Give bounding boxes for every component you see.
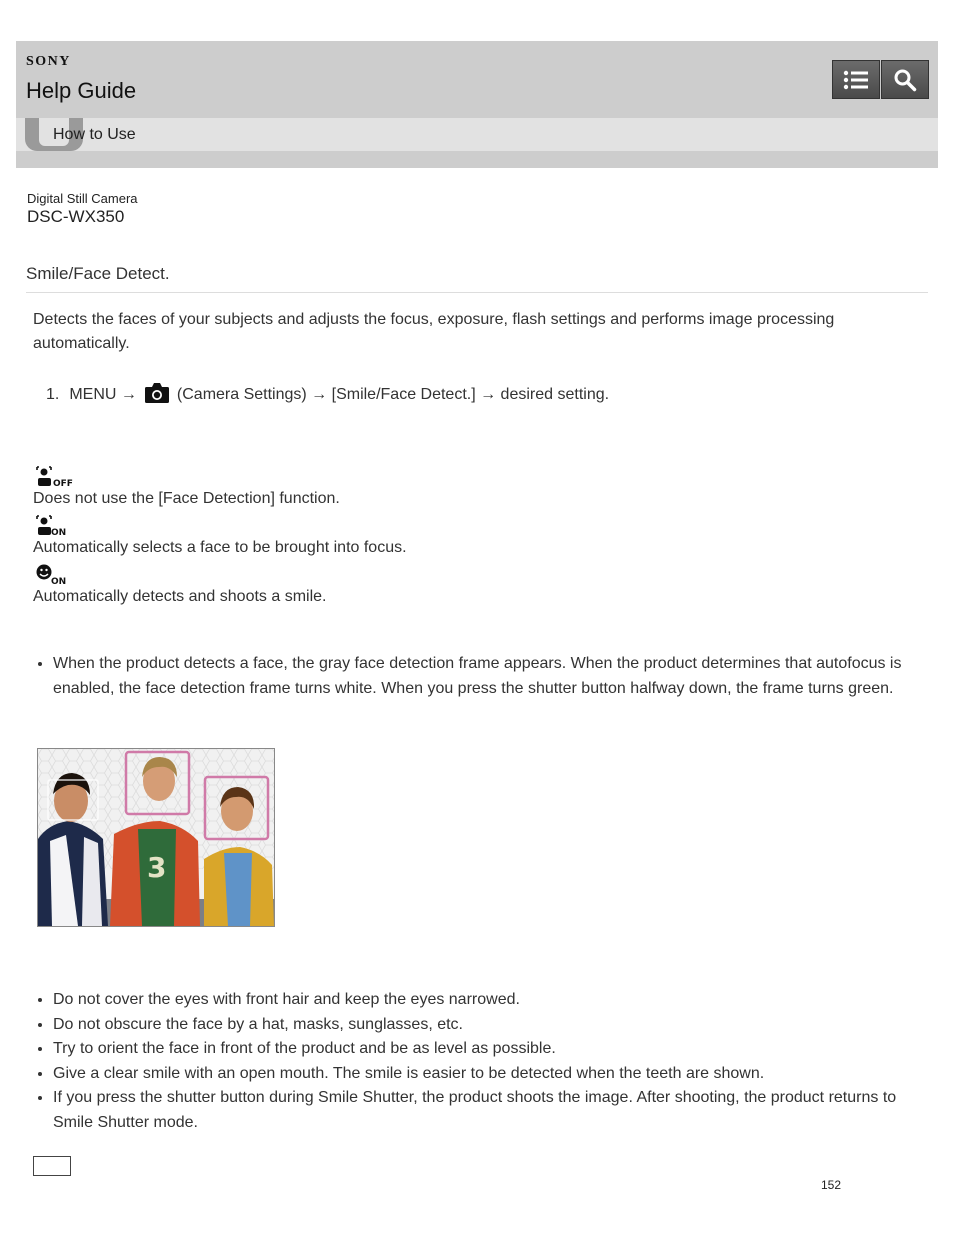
product-model: DSC-WX350 bbox=[27, 207, 125, 226]
list-icon bbox=[843, 69, 869, 91]
title-divider bbox=[26, 292, 928, 293]
setting-description-smile: Automatically detects and shoots a smile. bbox=[33, 588, 327, 605]
face-detection-off-icon bbox=[36, 466, 73, 493]
svg-text:ON: ON bbox=[51, 528, 67, 538]
step-number: 1. bbox=[46, 386, 60, 403]
face-detection-on-icon bbox=[36, 515, 66, 542]
list-item: • When the product detects a face, the gray face detection frame appears. When the product determines that autofocus is enabled, the face detection frame turns white. When you press the shutter button halfway down, the frame turns green. bbox=[53, 651, 938, 701]
face-detection-example-image bbox=[37, 748, 275, 927]
svg-text:3: 3 bbox=[147, 851, 167, 884]
search-button[interactable] bbox=[881, 60, 929, 99]
menu-button[interactable] bbox=[832, 60, 880, 99]
smile-shutter-hints bbox=[33, 988, 938, 1135]
header-buttons bbox=[832, 60, 929, 99]
setting-description-on: Automatically selects a face to be brought into focus. bbox=[33, 539, 407, 556]
svg-text:ON: ON bbox=[51, 577, 67, 587]
step-1 bbox=[46, 381, 609, 409]
section-link-how-to-use[interactable]: How to Use bbox=[53, 126, 136, 143]
site-header bbox=[16, 41, 938, 168]
face-frame-note bbox=[33, 651, 938, 701]
list-item: • If you press the shutter button during Smile Shutter, the product shoots the image. After shooting, the product returns to Smile Shutter mode. bbox=[53, 1086, 938, 1135]
list-item: • Do not cover the eyes with front hair and keep the eyes narrowed. bbox=[53, 988, 938, 1013]
list-item: • Try to orient the face in front of the product and be as level as possible. bbox=[53, 1037, 938, 1062]
camera-icon bbox=[145, 383, 169, 411]
page-number: 152 bbox=[821, 1178, 842, 1192]
smile-shutter-on-icon bbox=[36, 564, 66, 591]
intro-text: Detects the faces of your subjects and adjusts the focus, exposure, flash settings and performs image processing automatically. bbox=[33, 311, 835, 352]
step-menu: MENU → bbox=[69, 386, 137, 403]
page-title: Smile/Face Detect. bbox=[26, 264, 170, 283]
footer-box[interactable] bbox=[33, 1156, 71, 1176]
step-rest: (Camera Settings) → [Smile/Face Detect.] → desired setting. bbox=[176, 386, 610, 403]
help-guide-title[interactable]: Help Guide bbox=[26, 78, 137, 103]
list-item: • Do not obscure the face by a hat, masks, sunglasses, etc. bbox=[53, 1013, 938, 1038]
product-type: Digital Still Camera bbox=[27, 191, 138, 206]
brand-logo: SONY bbox=[26, 54, 71, 69]
svg-text:OFF: OFF bbox=[53, 479, 73, 489]
search-icon bbox=[893, 68, 917, 92]
list-item: • Give a clear smile with an open mouth. The smile is easier to be detected when the teeth are shown. bbox=[53, 1062, 938, 1087]
setting-description-off: Does not use the [Face Detection] function. bbox=[33, 490, 340, 507]
section-bar bbox=[16, 118, 938, 151]
